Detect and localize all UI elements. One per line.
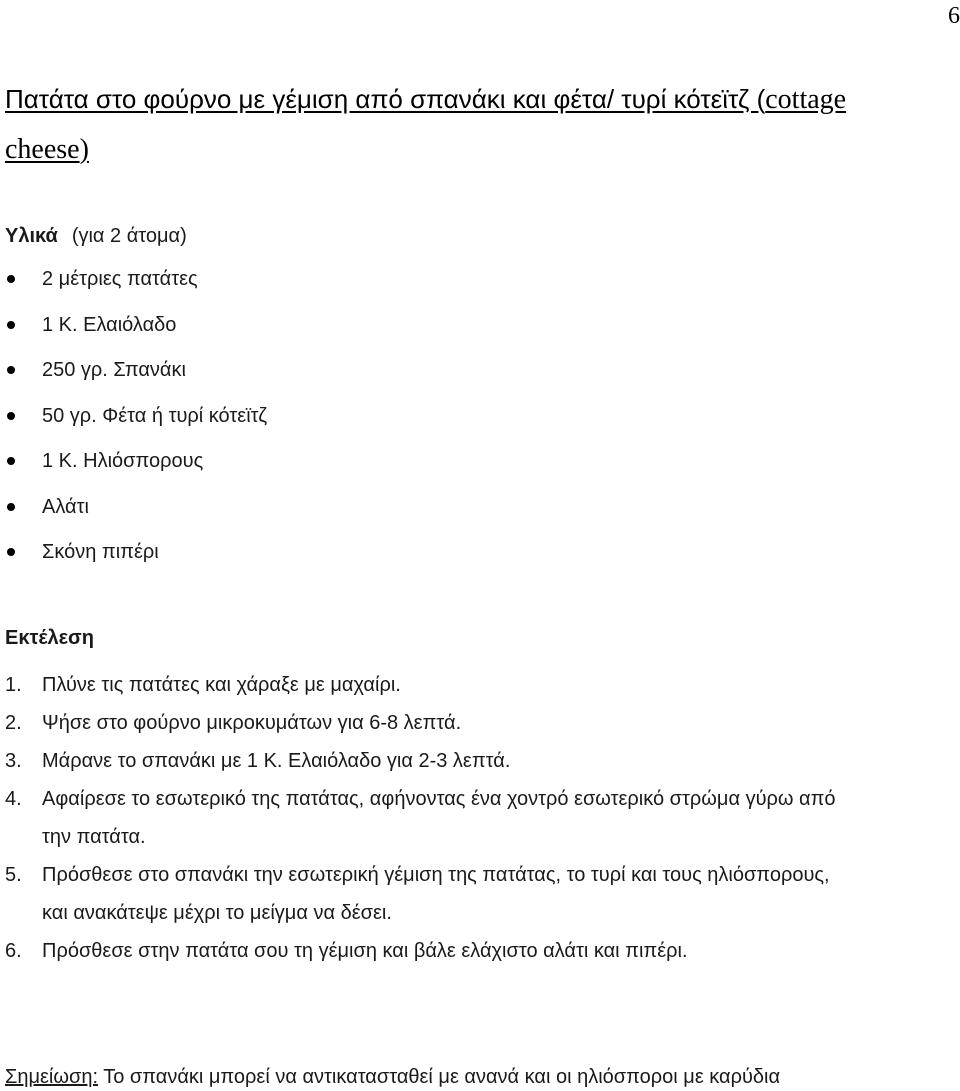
- bullet-icon: [7, 321, 15, 329]
- step-number: 6.: [5, 940, 22, 962]
- title-english-2: cheese: [5, 134, 80, 165]
- step-text: Ψήσε στο φούρνο μικροκυμάτων για 6-8 λεπτά.: [42, 712, 462, 734]
- step-text-continued: και ανακάτεψε μέχρι το μείγμα να δέσει.: [42, 902, 392, 924]
- recipe-title: [5, 74, 950, 175]
- bullet-icon: [7, 366, 15, 374]
- step-item: [0, 704, 960, 742]
- step-number: 3.: [5, 750, 22, 772]
- bullet-icon: [7, 275, 15, 283]
- ingredient-text: 250 γρ. Σπανάκι: [42, 359, 186, 381]
- ingredient-item: [0, 355, 267, 401]
- ingredient-item: [0, 492, 267, 538]
- ingredient-list: [0, 264, 267, 583]
- note: [5, 1063, 780, 1091]
- bullet-icon: [7, 457, 15, 465]
- step-item: [0, 780, 960, 856]
- page-number: 6: [948, 3, 960, 29]
- title-greek: Πατάτα στο φούρνο με γέμιση από σπανάκι και φέτα/ τυρί κότεϊτζ (: [5, 84, 766, 114]
- step-item: [0, 666, 960, 704]
- step-text: Πρόσθεσε στο σπανάκι την εσωτερική γέμιση της πατάτας, το τυρί και τους ηλιόσπορους,: [42, 864, 830, 886]
- bullet-icon: [7, 548, 15, 556]
- step-item: [0, 856, 960, 932]
- ingredient-item: [0, 310, 267, 356]
- ingredient-text: Αλάτι: [42, 495, 89, 518]
- step-number: 1.: [5, 674, 22, 696]
- ingredient-item: [0, 401, 267, 447]
- bullet-icon: [7, 412, 15, 420]
- ingredient-text: 1 Κ. Ελαιόλαδο: [42, 313, 177, 336]
- step-number: 2.: [5, 712, 22, 734]
- step-text: Αφαίρεσε το εσωτερικό της πατάτας, αφήνοντας ένα χοντρό εσωτερικό στρώμα γύρω από: [42, 788, 836, 810]
- ingredient-text: 1 Κ. Ηλιόσπορους: [42, 450, 204, 472]
- ingredient-text: 50 γρ. Φέτα ή τυρί κότεϊτζ: [42, 404, 268, 427]
- ingredients-heading: [5, 222, 187, 250]
- note-label: Σημείωση:: [5, 1066, 99, 1088]
- servings-text: (για 2 άτομα): [71, 225, 187, 247]
- ingredient-text: 2 μέτριες πατάτες: [42, 268, 198, 290]
- ingredients-label: Υλικά: [5, 225, 58, 247]
- method-heading: Εκτέλεση: [5, 627, 94, 649]
- note-text: Το σπανάκι μπορεί να αντικατασταθεί με ανανά και οι ηλιόσποροι με καρύδια: [98, 1066, 781, 1088]
- title-close: ): [79, 134, 89, 165]
- title-english-1: cottage: [765, 84, 847, 115]
- ingredient-item: [0, 537, 267, 583]
- step-text: Μάρανε το σπανάκι με 1 Κ. Ελαιόλαδο για 2-3 λεπτά.: [42, 750, 511, 772]
- step-text: Πλύνε τις πατάτες και χάραξε με μαχαίρι.: [42, 674, 401, 696]
- bullet-icon: [7, 503, 15, 511]
- method-steps: [0, 666, 960, 970]
- ingredient-text: Σκόνη πιπέρι: [42, 541, 159, 563]
- step-number: 5.: [5, 864, 22, 886]
- step-text-continued: την πατάτα.: [42, 826, 146, 848]
- step-text: Πρόσθεσε στην πατάτα σου τη γέμιση και βάλε ελάχιστο αλάτι και πιπέρι.: [42, 940, 688, 962]
- step-item: [0, 742, 960, 780]
- ingredient-item: [0, 446, 267, 492]
- step-item: [0, 932, 960, 970]
- ingredient-item: [0, 264, 267, 310]
- step-number: 4.: [5, 788, 22, 810]
